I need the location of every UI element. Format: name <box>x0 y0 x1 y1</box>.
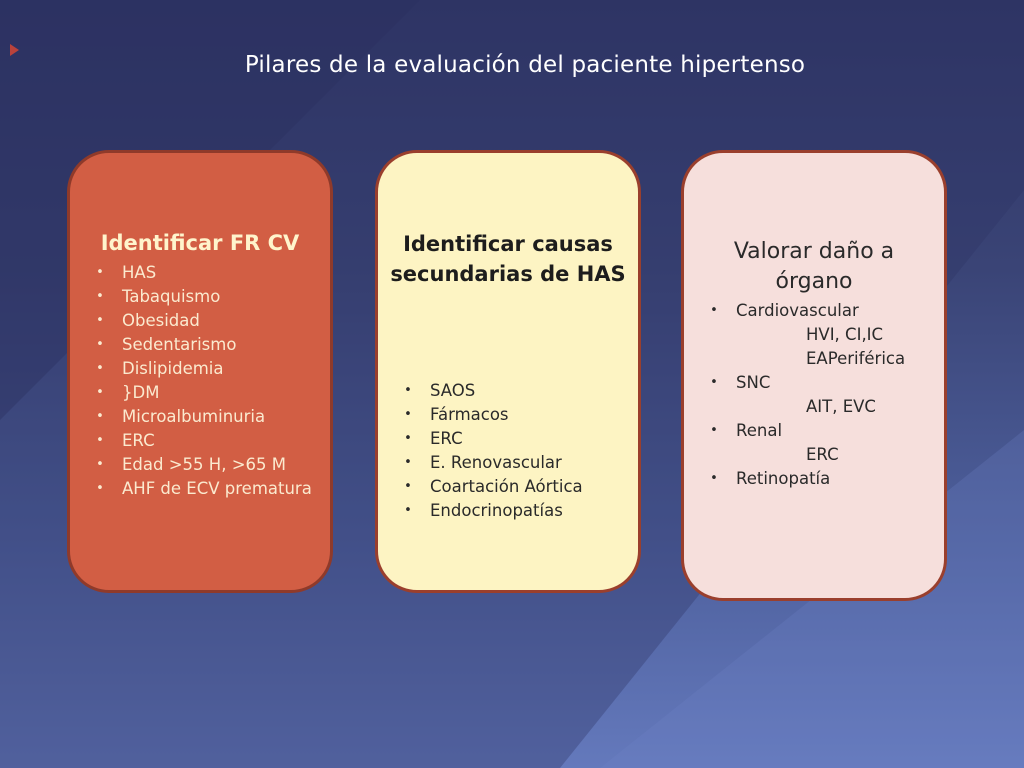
card-heading: Valorar daño a órgano <box>733 239 895 294</box>
list-item: • Microalbuminuria <box>90 405 320 429</box>
sub-item: ERC <box>806 445 839 464</box>
secondary-causes-list <box>398 379 638 523</box>
list-item: • Cardiovascular HVI, CI,IC EAPeriférica <box>704 299 944 371</box>
list-item: • E. Renovascular <box>398 451 638 475</box>
organ-damage-list <box>704 299 944 491</box>
bullet-icon: • <box>404 383 412 398</box>
list-item: • Sedentarismo <box>90 333 320 357</box>
list-item: • Endocrinopatías <box>398 499 638 523</box>
bullet-icon: • <box>96 385 104 400</box>
list-item: • SNC AIT, EVC <box>704 371 944 419</box>
list-item: • AHF de ECV prematura <box>90 477 320 501</box>
risk-factors-list <box>90 261 320 501</box>
list-item: • HAS <box>90 261 320 285</box>
bullet-icon: • <box>710 375 718 390</box>
bullet-icon: • <box>404 431 412 446</box>
bullet-icon: • <box>404 479 412 494</box>
list-item: • Renal ERC <box>704 419 944 467</box>
card-risk-factors <box>67 150 333 593</box>
card-secondary-causes <box>375 150 641 593</box>
list-item: • ERC <box>90 429 320 453</box>
bullet-icon: • <box>404 503 412 518</box>
list-item: • Fármacos <box>398 403 638 427</box>
list-item: • Tabaquismo <box>90 285 320 309</box>
bullet-icon: • <box>96 313 104 328</box>
bullet-icon: • <box>96 481 104 496</box>
list-item: • ERC <box>398 427 638 451</box>
bullet-icon: • <box>96 457 104 472</box>
bullet-icon: • <box>96 337 104 352</box>
list-item: • SAOS <box>398 379 638 403</box>
bullet-icon: • <box>96 289 104 304</box>
list-item: • Edad >55 H, >65 M <box>90 453 320 477</box>
bullet-icon: • <box>710 303 718 318</box>
bullet-icon: • <box>96 409 104 424</box>
sub-item: AIT, EVC <box>806 397 876 416</box>
bullet-icon: • <box>404 407 412 422</box>
list-item: • Obesidad <box>90 309 320 333</box>
list-item: • Retinopatía <box>704 467 944 491</box>
bullet-icon: • <box>96 361 104 376</box>
sub-item: HVI, CI,IC <box>806 325 884 344</box>
bullet-icon: • <box>96 265 104 280</box>
bullet-icon: • <box>404 455 412 470</box>
list-item: • Coartación Aórtica <box>398 475 638 499</box>
slide-title: Pilares de la evaluación del paciente hipertenso <box>244 52 806 78</box>
sub-item: EAPeriférica <box>806 349 906 368</box>
bullet-icon: • <box>710 423 718 438</box>
list-item: • }DM <box>90 381 320 405</box>
bullet-icon: • <box>96 433 104 448</box>
card-heading: Identificar FR CV <box>100 231 300 255</box>
bullet-icon: • <box>710 471 718 486</box>
list-item: • Dislipidemia <box>90 357 320 381</box>
card-heading: Identificar causas secundarias de HAS <box>390 232 626 286</box>
card-organ-damage <box>681 150 947 601</box>
